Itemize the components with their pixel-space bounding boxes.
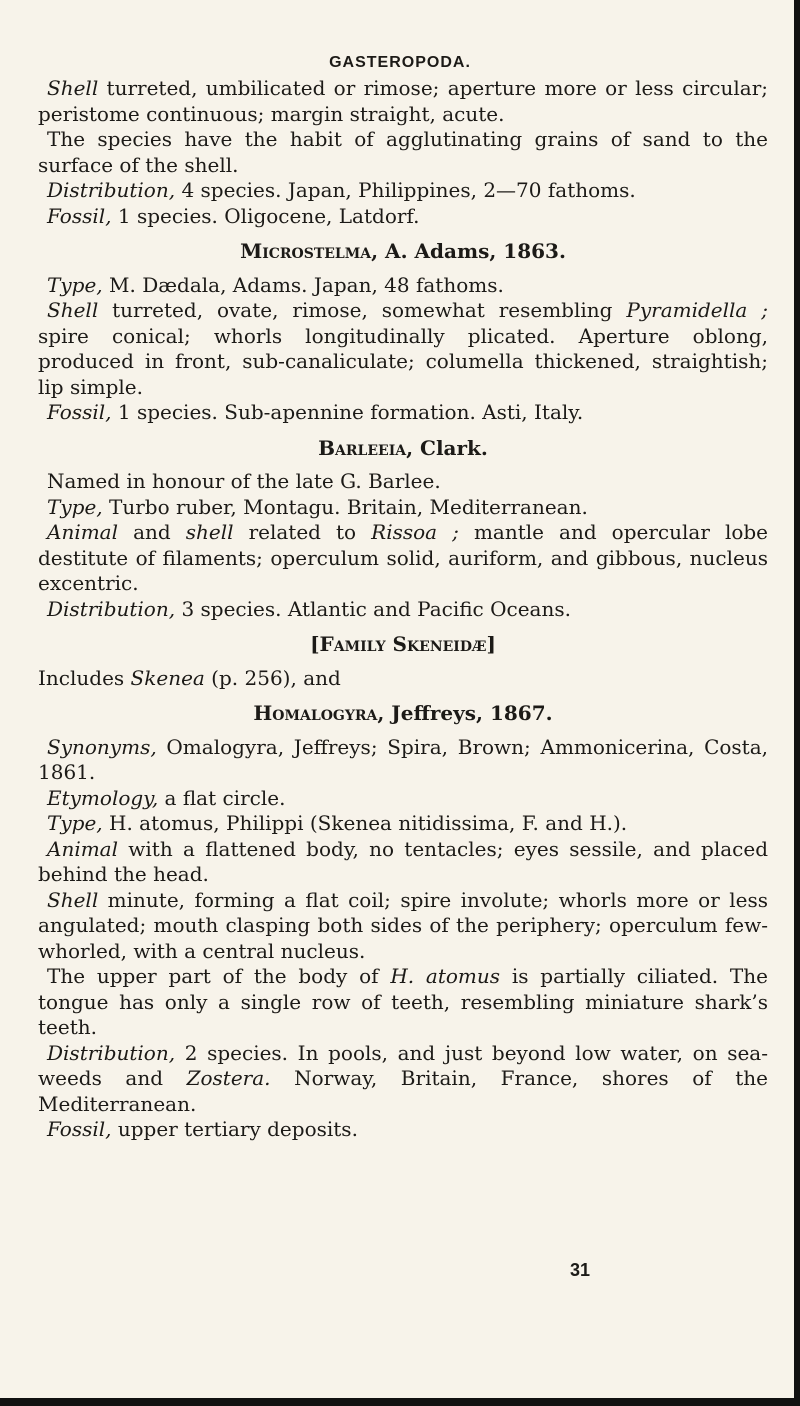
- paragraph-animal: [38, 837, 768, 888]
- genus-heading-homalogyra: [38, 701, 768, 727]
- genus-author: , A. Adams, 1863.: [371, 239, 566, 263]
- genus-author: , Jeffreys, 1867.: [377, 701, 553, 725]
- text: minute, forming a flat coil; spire involute; whorls more or less angulated; mouth clasping both sides of the periphery; operculum few-whorled, with a central nucleus.: [38, 887, 768, 963]
- genus-ref: Pyramidella ;: [626, 298, 768, 322]
- paragraph-type: [38, 811, 768, 837]
- paragraph-shell: [38, 76, 768, 127]
- term: Distribution,: [47, 1040, 176, 1065]
- genus-name: Barleeia: [318, 435, 407, 460]
- genus-heading-barleeia: [38, 436, 768, 462]
- term: Etymology,: [47, 785, 159, 810]
- text: 4 species. Japan, Philippines, 2—70 fathoms.: [175, 178, 636, 202]
- text: a flat circle.: [158, 785, 286, 810]
- text: Omalogyra, Jeffreys; Spira, Brown; Ammonicerina, Costa, 1861.: [38, 734, 768, 784]
- page-body: [38, 76, 768, 1143]
- genus-author: , Clark.: [406, 435, 488, 460]
- paragraph-type: [38, 495, 768, 521]
- text: Turbo ruber, Montagu. Britain, Mediterranean.: [102, 494, 588, 519]
- text: Norway, Britain, France, shores of the Mediterranean.: [38, 1066, 769, 1116]
- paragraph-etymology: [38, 786, 768, 812]
- term: Type,: [47, 272, 103, 297]
- page-number: 31: [570, 1260, 591, 1280]
- text: 1 species. Sub-apennine formation. Asti, Italy.: [111, 400, 584, 424]
- genus-ref: Zostera.: [186, 1066, 271, 1090]
- text: turreted, ovate, rimose, somewhat resembling: [98, 298, 627, 322]
- genus-name: Microstelma: [240, 239, 372, 263]
- text: The upper part of the body of: [47, 964, 391, 988]
- term: Type,: [47, 494, 103, 519]
- text: 1 species. Oligocene, Latdorf.: [111, 203, 420, 228]
- bottom-edge-bar: [0, 1398, 800, 1406]
- paragraph-synonyms: [38, 735, 768, 786]
- term: Type,: [47, 811, 103, 835]
- paragraph-includes: [38, 666, 768, 692]
- term: Shell: [47, 298, 99, 322]
- family-label: [Family Skeneidæ]: [310, 632, 496, 656]
- paragraph-type: [38, 273, 768, 299]
- term: Fossil,: [47, 1117, 112, 1141]
- paragraph-shell: [38, 298, 768, 400]
- text: is partially ciliated. The tongue has only a single row of teeth, resembling miniature shark’s teeth.: [38, 964, 768, 1039]
- paragraph-distribution: [38, 1041, 768, 1118]
- text: H. atomus, Philippi (Skenea nitidissima, F. and H.).: [102, 811, 628, 835]
- term: Fossil,: [47, 203, 112, 228]
- text: 3 species. Atlantic and Pacific Oceans.: [175, 596, 571, 621]
- text: and: [118, 520, 186, 544]
- family-heading: [38, 632, 768, 658]
- paragraph-body: [38, 964, 768, 1041]
- paragraph-habit: [38, 127, 768, 178]
- paragraph-distribution: [38, 597, 768, 623]
- genus-ref: Rissoa ;: [371, 520, 459, 544]
- paragraph-named: [38, 469, 768, 495]
- text: The species have the habit of agglutinating grains of sand to the surface of the shell.: [38, 127, 768, 177]
- text: related to: [233, 520, 372, 544]
- paragraph-fossil: [38, 1117, 768, 1143]
- text: upper tertiary deposits.: [111, 1117, 358, 1141]
- right-edge-bar: [794, 0, 800, 1406]
- term: Synonyms,: [47, 734, 157, 759]
- term: Shell: [47, 887, 99, 912]
- text: with a flattened body, no tentacles; eyes sessile, and placed behind the head.: [38, 836, 768, 886]
- text: turreted, umbilicated or rimose; aperture more or less circular; peristome continuous; margin straight, acute.: [38, 76, 768, 126]
- text: mantle and opercular lobe destitute of filaments; operculum solid, auriform, and gibbous, nucleus excentric.: [38, 520, 769, 595]
- term: shell: [185, 520, 234, 544]
- genus-name: Homalogyra: [253, 701, 378, 725]
- text: Named in honour of the late G. Barlee.: [47, 469, 441, 493]
- term: Fossil,: [47, 400, 112, 424]
- species-ref: H. atomus: [390, 964, 501, 988]
- paragraph-animal: [38, 520, 768, 597]
- genus-heading-microstelma: [38, 239, 768, 265]
- text: spire conical; whorls longitudinally plicated. Aperture oblong, produced in front, sub-canaliculate; columella thickened, straightish; lip simple.: [38, 323, 768, 399]
- running-head: GASTEROPODA.: [329, 54, 471, 71]
- text: M. Dædala, Adams. Japan, 48 fathoms.: [102, 272, 504, 297]
- term: Animal: [47, 836, 119, 861]
- term: Animal: [47, 520, 119, 544]
- paragraph-fossil: [38, 204, 768, 230]
- term: Shell: [47, 76, 99, 100]
- genus-ref: Skenea: [130, 665, 205, 690]
- text: 2 species. In pools, and just beyond low water, on sea-weeds and: [38, 1040, 768, 1090]
- paragraph-fossil: [38, 400, 768, 426]
- text: Includes: [38, 665, 131, 690]
- term: Distribution,: [47, 596, 176, 621]
- term: Distribution,: [47, 178, 176, 202]
- paragraph-distribution: [38, 178, 768, 204]
- text: (p. 256), and: [204, 665, 341, 690]
- paragraph-shell: [38, 888, 768, 965]
